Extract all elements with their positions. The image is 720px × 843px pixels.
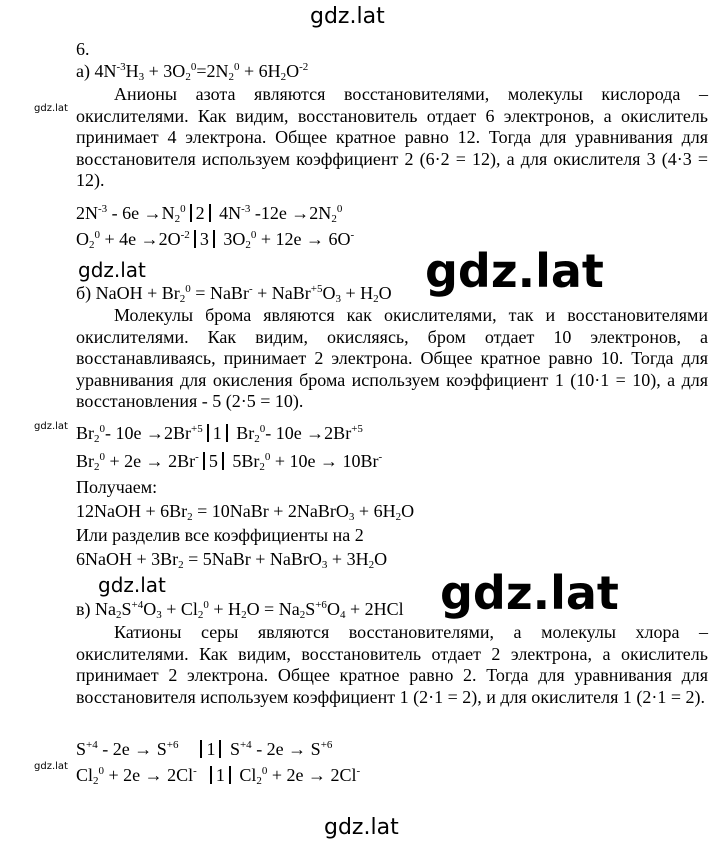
part-c-paragraph: Катионы серы являются восстановителями, а молекулы хлора – окислителями. Как видим, восстановитель отдает 2 электрона, а окислитель принимает 2 электрона. Общее кратное равно 2. Тогда для уравнивания для восстановителя используем коэффициент 1 (2·1 = 2), и для окислителя 1 (2·1 = 2). bbox=[76, 622, 708, 707]
task-number: 6. bbox=[76, 39, 90, 59]
balance-b-2: $Br_2^0 + 2e \to 2Br^-$ 5 $5Br_2^0 + 10e \to 10Br^-$ bbox=[76, 451, 383, 473]
part-c-label: в) bbox=[76, 599, 91, 619]
watermark-mid-1: gdz.lat bbox=[78, 258, 146, 282]
equation-c: в) $Na_2S^{+4}O_3 + Cl_2^0 + H_2O = Na_2S^{+6}O_4 + 2HCl$ bbox=[76, 599, 404, 621]
equation-b: б) NaOH + $Br_2^0$ = NaBr- + $NaBr^{+5}O_3 + H_2O$ bbox=[76, 283, 392, 305]
part-b-label: б) bbox=[76, 283, 92, 303]
result-equation-b: 12NaOH + $6Br_2$ = 10NaBr + 2NaBrO$_3$ + $6H_2O$ bbox=[76, 501, 415, 523]
divide-note-b: Или разделив все коэффициенты на 2 bbox=[76, 525, 364, 545]
watermark-mid-2: gdz.lat bbox=[98, 573, 166, 597]
part-a-paragraph: Анионы азота являются восстановителями, молекулы кислорода – окислителями. Как видим, восстановитель отдает 6 электронов, а окислитель принимает 4 электрона. Общее кратное равно 12. Тогда для уравнивания для восстановителя используем коэффициент 2 (6·2 = 12), а для окислителя 3 (4·3 = 12). bbox=[76, 84, 708, 190]
watermark-small-2: gdz.lat bbox=[34, 421, 68, 432]
balance-c-2: $Cl_2^0 + 2e \to 2Cl^-$ 1 $Cl_2^0 + 2e \to 2Cl^-$ bbox=[76, 765, 361, 787]
result-label-b: Получаем: bbox=[76, 477, 158, 497]
balance-a-2: $O_2^0 + 4e \to 2O^{-2}$ 3 $3O_2^0 + 12e \to 6O^-$ bbox=[76, 229, 355, 251]
watermark-top: gdz.lat bbox=[310, 4, 385, 29]
balance-a-1: $2N^{-3} - 6e \to N_2^0$ 2 $4N^{-3}$ $-12e \to 2N_2^0$ bbox=[76, 203, 343, 225]
watermark-big-1: gdz.lat bbox=[425, 244, 604, 298]
equation-a: а) $4N^{-3}H_3 + 3O_2^0=2N_2^0 + 6H_2O^{-2}$ bbox=[76, 61, 309, 83]
watermark-big-2: gdz.lat bbox=[440, 566, 619, 620]
part-a-label: а) bbox=[76, 61, 90, 81]
simplified-equation-b: 6NaOH + $3Br_2$ = 5NaBr + NaBrO$_3$ + $3H_2O$ bbox=[76, 549, 388, 571]
watermark-small-3: gdz.lat bbox=[34, 761, 68, 772]
balance-b-1: $Br_2^0-$ $10e \to 2Br^{+5}$ 1 $Br_2^0-$ $10e \to 2Br^{+5}$ bbox=[76, 423, 363, 445]
part-b-paragraph: Молекулы брома являются как окислителями, так и восстановителями окислителями. Как видим, окисляясь, бром отдает 10 электронов, а восстанавливаясь, принимает 2 электрона. Общее кратное равно 10. Тогда для уравнивания для окисления брома используем коэффициент 1 (10·1 = 10), а для восстановления - 5 (2·5 = 10). bbox=[76, 305, 708, 411]
watermark-small-1: gdz.lat bbox=[34, 103, 68, 114]
watermark-bottom: gdz.lat bbox=[324, 815, 399, 840]
balance-c-1: $S^{+4} - 2e \to S^{+6}$ 1 $S^{+4} - 2e \to S^{+6}$ bbox=[76, 739, 333, 759]
